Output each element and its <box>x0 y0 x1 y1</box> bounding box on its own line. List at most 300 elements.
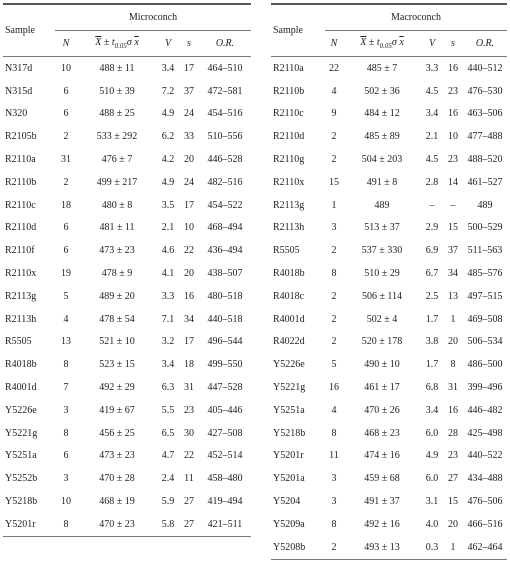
table-row <box>3 376 251 399</box>
or-cell: 463–506 <box>467 108 503 120</box>
s-cell: 24 <box>184 108 194 120</box>
n-cell: 8 <box>331 427 337 439</box>
or-cell: 440–522 <box>467 450 503 462</box>
s-cell: 11 <box>184 473 194 485</box>
sample-cell: R2110x <box>5 268 37 280</box>
microconch-body <box>3 57 251 537</box>
col-v-header: V <box>157 31 179 57</box>
sample-header: Sample <box>271 4 325 57</box>
table-row <box>271 103 507 126</box>
table-row <box>3 262 251 285</box>
table-row <box>271 239 507 262</box>
s-cell: 27 <box>184 496 194 508</box>
or-cell: 462–464 <box>463 536 507 559</box>
table-row <box>271 376 507 399</box>
n-cell: 8 <box>331 518 337 530</box>
table-row <box>271 262 507 285</box>
v-cell: 5.5 <box>161 404 175 416</box>
sample-cell: Y5221g <box>273 382 306 394</box>
v-cell: 6.3 <box>161 382 175 394</box>
sample-cell: R2110c <box>273 108 304 120</box>
s-cell: 17 <box>184 62 194 74</box>
mean-cell: 470 ± 23 <box>77 513 157 536</box>
sample-cell: R2110c <box>5 199 36 211</box>
n-cell: 8 <box>63 427 69 439</box>
s-cell: 20 <box>184 154 194 166</box>
table-row <box>271 308 507 331</box>
s-cell: 8 <box>450 359 456 371</box>
sample-header: Sample <box>3 4 55 57</box>
table-row <box>271 445 507 468</box>
n-cell: 13 <box>61 336 71 348</box>
or-cell: 419–494 <box>207 496 243 508</box>
s-cell: 16 <box>448 108 458 120</box>
v-cell: 6.5 <box>161 427 175 439</box>
s-cell: 20 <box>448 336 458 348</box>
n-cell: 6 <box>63 85 69 97</box>
or-cell: 454–516 <box>207 108 243 120</box>
or-cell: 434–488 <box>467 473 503 485</box>
sample-cell: N315d <box>5 85 33 97</box>
s-cell: 15 <box>448 496 458 508</box>
v-cell: 6.2 <box>161 131 175 143</box>
sample-cell: N317d <box>5 62 33 74</box>
s-cell: 27 <box>179 513 199 536</box>
or-cell: 506–534 <box>467 336 503 348</box>
s-cell: 16 <box>184 290 194 302</box>
table-row <box>3 513 251 536</box>
or-cell: 438–507 <box>207 268 243 280</box>
s-cell: 34 <box>184 313 194 325</box>
sample-cell: R2110b <box>273 85 305 97</box>
s-cell: 24 <box>184 176 194 188</box>
n-cell: 2 <box>331 245 337 257</box>
or-cell: 452–514 <box>207 450 243 462</box>
or-cell: 454–522 <box>207 199 243 211</box>
sample-cell: Y5226e <box>5 404 37 416</box>
s-cell: 31 <box>448 382 458 394</box>
table-row <box>271 171 507 194</box>
mean-cell: 493 ± 13 <box>343 536 421 559</box>
table-row <box>271 536 507 559</box>
mean-cell: 504 ± 203 <box>361 154 403 166</box>
table-row <box>271 353 507 376</box>
mean-cell: 521 ± 10 <box>99 336 135 348</box>
n-cell: 22 <box>329 62 339 74</box>
v-cell: 4.9 <box>161 108 175 120</box>
n-cell: 3 <box>331 222 337 234</box>
sample-cell: R4001d <box>273 313 305 325</box>
sample-cell: R2105b <box>5 131 37 143</box>
v-cell: 3.4 <box>161 62 175 74</box>
mean-cell: 476 ± 7 <box>101 154 133 166</box>
n-cell: 11 <box>329 450 339 462</box>
macroconch-table <box>271 3 507 560</box>
s-cell: 33 <box>184 131 194 143</box>
or-cell: 425–498 <box>467 427 503 439</box>
col-s-header: s <box>443 31 463 57</box>
v-cell: 2.5 <box>425 290 439 302</box>
v-cell: 3.2 <box>161 336 175 348</box>
n-cell: 8 <box>331 268 337 280</box>
mean-cell: 470 ± 26 <box>364 404 400 416</box>
n-cell: 4 <box>331 404 337 416</box>
or-cell: 485–576 <box>467 268 503 280</box>
s-cell: 18 <box>184 359 194 371</box>
s-cell: 31 <box>184 382 194 394</box>
sample-cell: R2110d <box>273 131 305 143</box>
mean-cell: 468 ± 23 <box>364 427 400 439</box>
table-row <box>3 308 251 331</box>
s-cell: 23 <box>448 154 458 166</box>
v-cell: 4.5 <box>425 154 439 166</box>
table-row <box>271 57 507 80</box>
v-cell: 7.1 <box>161 313 175 325</box>
mean-cell: 492 ± 29 <box>99 382 135 394</box>
table-row <box>3 57 251 80</box>
sample-cell: R2113h <box>5 313 37 325</box>
n-cell: 2 <box>63 131 69 143</box>
v-cell: 3.8 <box>425 336 439 348</box>
s-cell: 27 <box>448 473 458 485</box>
v-cell: 3.4 <box>161 359 175 371</box>
n-cell: 2 <box>331 131 337 143</box>
table-row <box>3 331 251 354</box>
or-cell: 500–529 <box>467 222 503 234</box>
table-row <box>3 353 251 376</box>
n-cell: 9 <box>331 108 337 120</box>
v-cell: 4.9 <box>161 176 175 188</box>
sample-cell: R2113h <box>273 222 305 234</box>
v-cell: 4.7 <box>161 450 175 462</box>
group-header: Microconch <box>55 4 251 31</box>
sample-cell: R4022d <box>273 336 305 348</box>
sample-cell: R4001d <box>5 382 37 394</box>
table-row <box>3 194 251 217</box>
n-cell: 5 <box>63 290 69 302</box>
v-cell: 4.1 <box>161 268 175 280</box>
table-row <box>3 467 251 490</box>
sample-cell: Y5221g <box>5 427 38 439</box>
sample-cell: Y5201a <box>273 473 305 485</box>
s-cell: 23 <box>448 85 458 97</box>
or-cell: 476–530 <box>467 85 503 97</box>
sample-cell: Y5218b <box>273 427 306 439</box>
n-cell: 2 <box>331 290 337 302</box>
table-row <box>3 148 251 171</box>
or-cell: 497–515 <box>467 290 503 302</box>
mean-cell: 473 ± 23 <box>99 245 135 257</box>
s-cell: 10 <box>184 222 194 234</box>
sample-cell: Y5204 <box>273 496 301 508</box>
or-cell: 482–516 <box>207 176 243 188</box>
v-cell: 5.8 <box>157 513 179 536</box>
v-cell: 3.3 <box>425 62 439 74</box>
or-cell: 440–518 <box>207 313 243 325</box>
sample-cell: R5505 <box>5 336 32 348</box>
n-cell: 4 <box>63 313 69 325</box>
s-cell: 16 <box>448 404 458 416</box>
or-cell: 489 <box>477 199 493 211</box>
table-row <box>3 171 251 194</box>
table-row <box>271 331 507 354</box>
n-cell: 18 <box>61 199 71 211</box>
n-cell: 3 <box>331 496 337 508</box>
s-cell: 20 <box>448 518 458 530</box>
table-row <box>271 148 507 171</box>
or-cell: 486–500 <box>467 359 503 371</box>
table-row <box>3 125 251 148</box>
v-cell: 3.1 <box>425 496 439 508</box>
mean-cell: 419 ± 67 <box>99 404 135 416</box>
table-row <box>3 80 251 103</box>
sample-cell: R5505 <box>273 245 300 257</box>
or-cell: 496–544 <box>207 336 243 348</box>
sample-cell: N320 <box>5 108 28 120</box>
or-cell: 477–488 <box>467 131 503 143</box>
n-cell: 19 <box>61 268 71 280</box>
v-cell: 7.2 <box>161 85 175 97</box>
v-cell: 2.4 <box>161 473 175 485</box>
n-cell: 7 <box>63 382 69 394</box>
mean-cell: 502 ± 4 <box>366 313 398 325</box>
v-cell: 3.5 <box>161 199 175 211</box>
col-mean-header: $\overline{X} \pm t_{0.05}\sigma$ $\overline{x}$ <box>77 31 157 57</box>
s-cell: 13 <box>448 290 458 302</box>
sample-cell: Y5252b <box>5 473 38 485</box>
sample-cell: R2110g <box>273 154 305 166</box>
s-cell: 37 <box>448 245 458 257</box>
mean-cell: 502 ± 36 <box>364 85 400 97</box>
mean-cell: 485 ± 7 <box>366 62 398 74</box>
s-cell: 23 <box>184 404 194 416</box>
table-row <box>271 399 507 422</box>
mean-cell: 468 ± 19 <box>99 496 135 508</box>
v-cell: 6.8 <box>425 382 439 394</box>
sample-cell: R4018c <box>273 290 305 302</box>
or-cell: 511–563 <box>467 245 503 257</box>
n-cell: 8 <box>63 359 69 371</box>
table-row <box>271 285 507 308</box>
sample-cell: Y5251a <box>5 450 37 462</box>
sample-cell: R2110b <box>5 176 37 188</box>
or-cell: 458–480 <box>207 473 243 485</box>
n-cell: 4 <box>331 85 337 97</box>
mean-cell: 459 ± 68 <box>364 473 400 485</box>
s-cell: 16 <box>448 62 458 74</box>
mean-cell: 533 ± 292 <box>96 131 138 143</box>
v-cell: 5.9 <box>161 496 175 508</box>
mean-cell: 506 ± 114 <box>361 290 403 302</box>
s-cell: 10 <box>448 131 458 143</box>
v-cell: – <box>429 199 435 211</box>
mean-cell: 473 ± 23 <box>99 450 135 462</box>
or-cell: 468–494 <box>207 222 243 234</box>
or-cell: 447–528 <box>207 382 243 394</box>
n-cell: 31 <box>61 154 71 166</box>
s-cell: 28 <box>448 427 458 439</box>
sample-cell: R2110x <box>273 176 305 188</box>
col-n-header: N <box>325 31 343 57</box>
mean-cell: 478 ± 9 <box>101 268 133 280</box>
sample-cell: Y5201r <box>3 513 55 536</box>
v-cell: 6.9 <box>425 245 439 257</box>
s-cell: 15 <box>448 222 458 234</box>
sample-cell: R2110a <box>5 154 36 166</box>
v-cell: 2.1 <box>161 222 175 234</box>
or-cell: 399–496 <box>467 382 503 394</box>
n-cell: 2 <box>331 154 337 166</box>
sample-cell: R2110a <box>273 62 304 74</box>
table-row <box>3 490 251 513</box>
or-cell: 446–528 <box>207 154 243 166</box>
mean-cell: 480 ± 8 <box>101 199 133 211</box>
or-cell: 472–581 <box>207 85 243 97</box>
s-cell: 30 <box>184 427 194 439</box>
or-cell: 427–508 <box>207 427 243 439</box>
mean-cell: 485 ± 89 <box>364 131 400 143</box>
s-cell: 37 <box>184 85 194 97</box>
v-cell: 2.8 <box>425 176 439 188</box>
n-cell: 15 <box>329 176 339 188</box>
v-cell: 2.1 <box>425 131 439 143</box>
n-cell: 5 <box>331 359 337 371</box>
sample-cell: Y5208b <box>271 536 325 559</box>
or-cell: 480–518 <box>207 290 243 302</box>
n-cell: 6 <box>63 245 69 257</box>
table-row <box>3 217 251 240</box>
n-cell: 2 <box>325 536 343 559</box>
v-cell: 4.5 <box>425 85 439 97</box>
v-cell: 3.3 <box>161 290 175 302</box>
col-s-header: s <box>179 31 199 57</box>
table-row <box>3 103 251 126</box>
sample-cell: R2113g <box>273 199 305 211</box>
or-cell: 464–510 <box>207 62 243 74</box>
v-cell: 6.0 <box>425 427 439 439</box>
or-cell: 469–508 <box>467 313 503 325</box>
group-header: Macroconch <box>325 4 507 31</box>
s-cell: – <box>450 199 456 211</box>
n-cell: 16 <box>329 382 339 394</box>
s-cell: 23 <box>448 450 458 462</box>
mean-cell: 478 ± 54 <box>99 313 135 325</box>
mean-cell: 461 ± 17 <box>364 382 400 394</box>
sample-cell: R2110f <box>5 245 35 257</box>
n-cell: 6 <box>63 450 69 462</box>
v-cell: 4.2 <box>161 154 175 166</box>
mean-cell: 481 ± 11 <box>99 222 135 234</box>
or-cell: 446–482 <box>467 404 503 416</box>
sample-cell: Y5251a <box>273 404 305 416</box>
table-row <box>3 239 251 262</box>
or-cell: 488–520 <box>467 154 503 166</box>
n-cell: 6 <box>63 222 69 234</box>
sample-cell: R4018b <box>273 268 305 280</box>
mean-cell: 513 ± 37 <box>364 222 400 234</box>
col-n-header: N <box>55 31 77 57</box>
col-mean-header: $\overline{X} \pm t_{0.05}\sigma$ $\overline{x}$ <box>343 31 421 57</box>
v-cell: 4.6 <box>161 245 175 257</box>
v-cell: 4.0 <box>425 518 439 530</box>
table-row <box>271 513 507 536</box>
n-cell: 2 <box>63 176 69 188</box>
n-cell: 10 <box>61 62 71 74</box>
or-cell: 405–446 <box>207 404 243 416</box>
or-cell: 436–494 <box>207 245 243 257</box>
mean-cell: 523 ± 15 <box>99 359 135 371</box>
table-row <box>271 217 507 240</box>
table-row <box>271 422 507 445</box>
s-cell: 17 <box>184 199 194 211</box>
mean-cell: 490 ± 10 <box>364 359 400 371</box>
or-cell: 461–527 <box>467 176 503 188</box>
v-cell: 3.4 <box>425 108 439 120</box>
s-cell: 14 <box>448 176 458 188</box>
table-row <box>3 422 251 445</box>
sample-cell: R2110d <box>5 222 37 234</box>
microconch-table <box>3 3 251 537</box>
mean-cell: 470 ± 28 <box>99 473 135 485</box>
sample-cell: Y5201r <box>273 450 304 462</box>
n-cell: 2 <box>331 336 337 348</box>
v-cell: 0.3 <box>421 536 443 559</box>
table-row <box>271 467 507 490</box>
mean-cell: 520 ± 178 <box>361 336 403 348</box>
v-cell: 4.9 <box>425 450 439 462</box>
sample-cell: R4018b <box>5 359 37 371</box>
v-cell: 6.0 <box>425 473 439 485</box>
col-or-header: O.R. <box>463 31 507 57</box>
mean-cell: 456 ± 25 <box>99 427 135 439</box>
mean-cell: 491 ± 37 <box>364 496 400 508</box>
mean-cell: 489 ± 20 <box>99 290 135 302</box>
col-or-header: O.R. <box>199 31 251 57</box>
s-cell: 20 <box>184 268 194 280</box>
mean-cell: 488 ± 11 <box>99 62 135 74</box>
v-cell: 1.7 <box>425 359 439 371</box>
mean-cell: 492 ± 16 <box>364 518 400 530</box>
table-row <box>271 125 507 148</box>
mean-cell: 484 ± 12 <box>364 108 400 120</box>
s-cell: 22 <box>184 450 194 462</box>
mean-cell: 489 <box>374 199 390 211</box>
n-cell: 8 <box>55 513 77 536</box>
mean-cell: 474 ± 16 <box>364 450 400 462</box>
n-cell: 3 <box>63 473 69 485</box>
sample-cell: Y5209a <box>273 518 305 530</box>
or-cell: 421–511 <box>199 513 251 536</box>
mean-cell: 537 ± 330 <box>361 245 403 257</box>
table-row <box>3 285 251 308</box>
v-cell: 3.4 <box>425 404 439 416</box>
or-cell: 499–550 <box>207 359 243 371</box>
sample-cell: Y5218b <box>5 496 38 508</box>
table-row <box>3 445 251 468</box>
mean-cell: 510 ± 29 <box>364 268 400 280</box>
v-cell: 2.9 <box>425 222 439 234</box>
n-cell: 1 <box>331 199 337 211</box>
mean-cell: 491 ± 8 <box>366 176 398 188</box>
n-cell: 2 <box>331 313 337 325</box>
table-row <box>271 194 507 217</box>
n-cell: 6 <box>63 108 69 120</box>
table-row <box>271 490 507 513</box>
s-cell: 17 <box>184 336 194 348</box>
table-row <box>271 80 507 103</box>
mean-cell: 499 ± 217 <box>96 176 138 188</box>
s-cell: 22 <box>184 245 194 257</box>
